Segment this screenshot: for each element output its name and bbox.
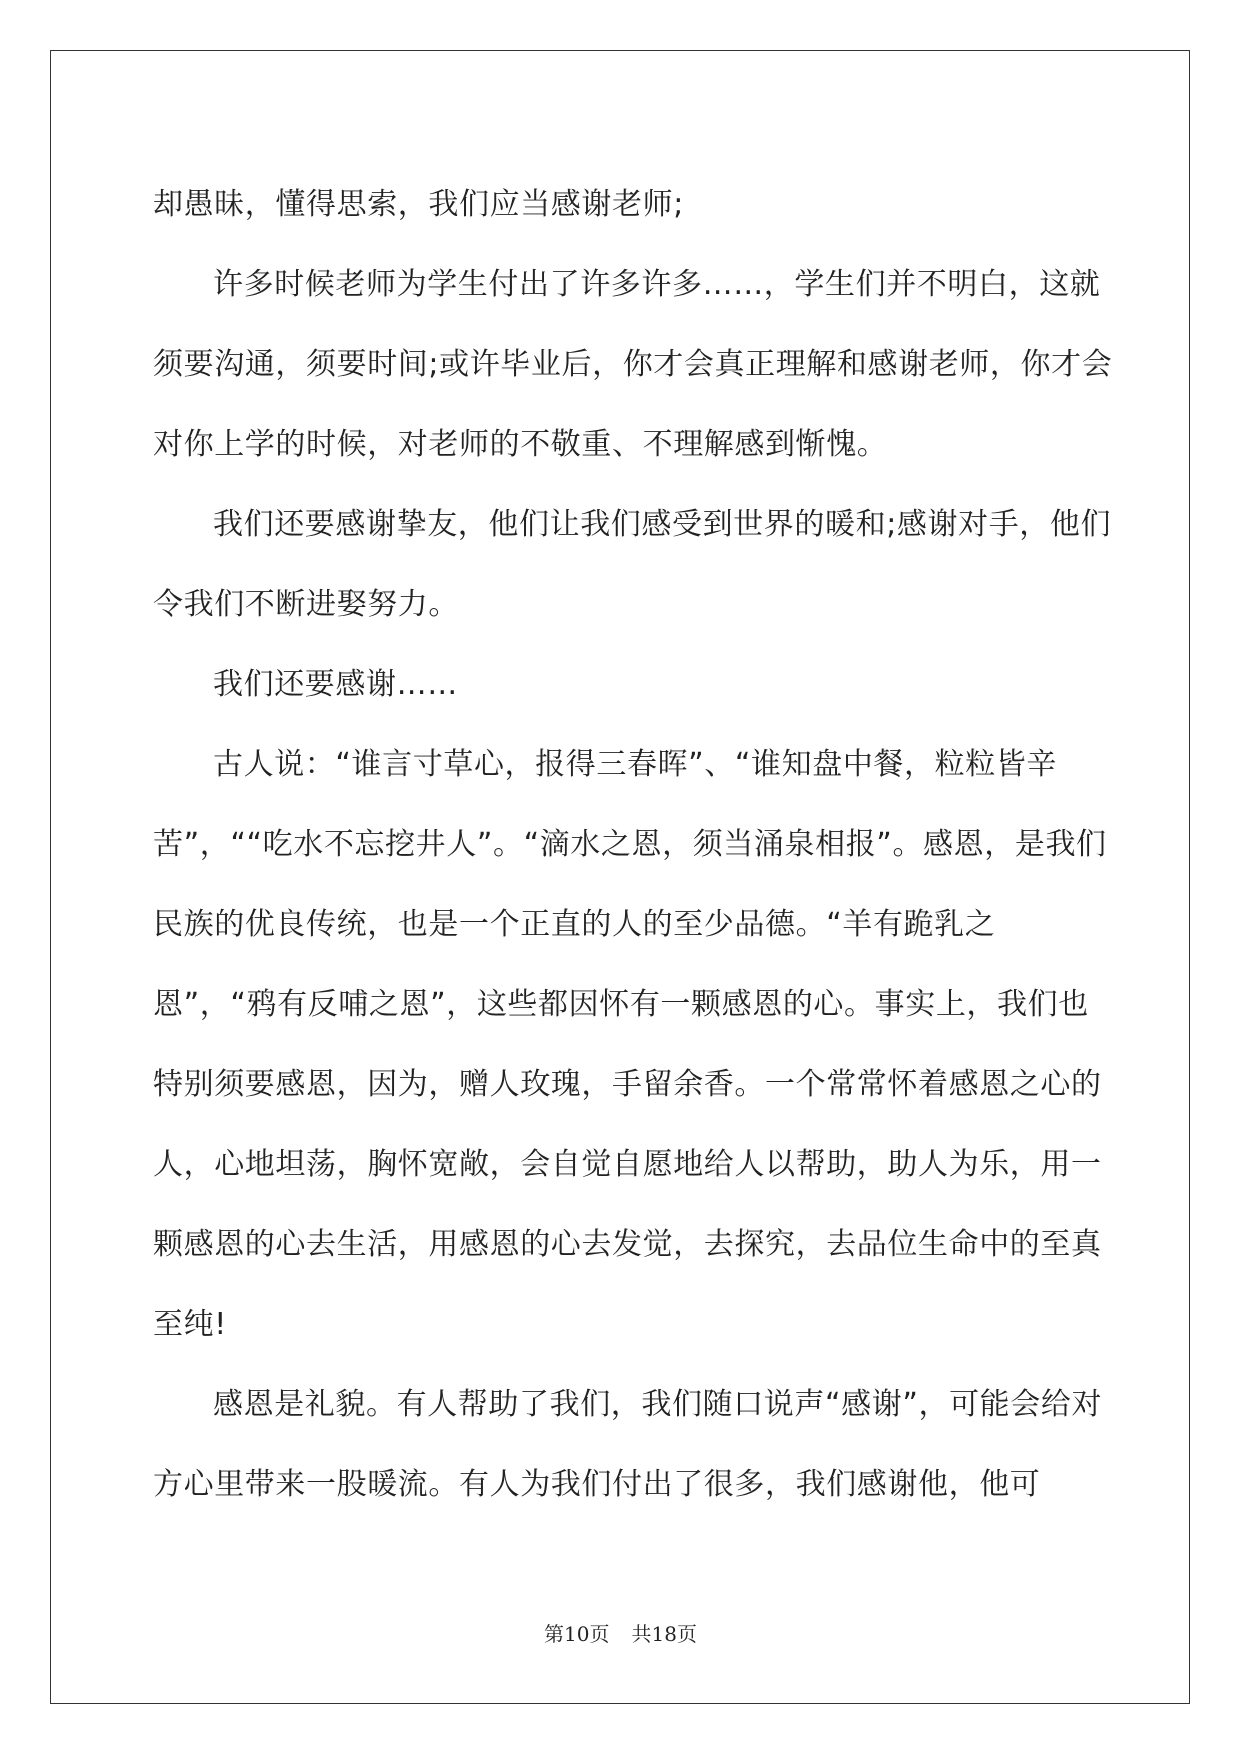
document-body (153, 165, 1113, 1525)
page-footer (0, 1618, 1241, 1647)
paragraph-5: 古人说：“谁言寸草心，报得三春晖”、“谁知盘中餐，粒粒皆辛苦”，““吃水不忘挖井人”。“滴水之恩，须当涌泉相报”。感恩，是我们民族的优良传统，也是一个正直的人的至少品德。“羊有跪乳之恩”，“鸦有反哺之恩”，这些都因怀有一颗感恩的心。事实上，我们也特别须要感恩，因为，赠人玫瑰，手留余香。一个常常怀着感恩之心的人，心地坦荡，胸怀宽敞，会自觉自愿地给人以帮助，助人为乐，用一颗感恩的心去生活，用感恩的心去发觉，去探究，去品位生命中的至真至纯! (153, 747, 1107, 1342)
paragraph-3: 我们还要感谢挚友，他们让我们感受到世界的暖和;感谢对手，他们令我们不断进娶努力。 (153, 507, 1112, 622)
paragraph-4: 我们还要感谢…… (213, 667, 458, 702)
paragraph-2: 许多时候老师为学生付出了许多许多……，学生们并不明白，这就须要沟通，须要时间;或许毕业后，你才会真正理解和感谢老师，你才会对你上学的时候，对老师的不敬重、不理解感到惭愧。 (153, 267, 1113, 462)
paragraph-1: 却愚昧，懂得思索，我们应当感谢老师; (153, 187, 684, 222)
page-total: 共18页 (631, 1622, 697, 1646)
paragraph-6: 感恩是礼貌。有人帮助了我们，我们随口说声“感谢”，可能会给对方心里带来一股暖流。有人为我们付出了很多，我们感谢他，他可 (153, 1387, 1103, 1502)
page-number: 第10页 (544, 1622, 610, 1646)
